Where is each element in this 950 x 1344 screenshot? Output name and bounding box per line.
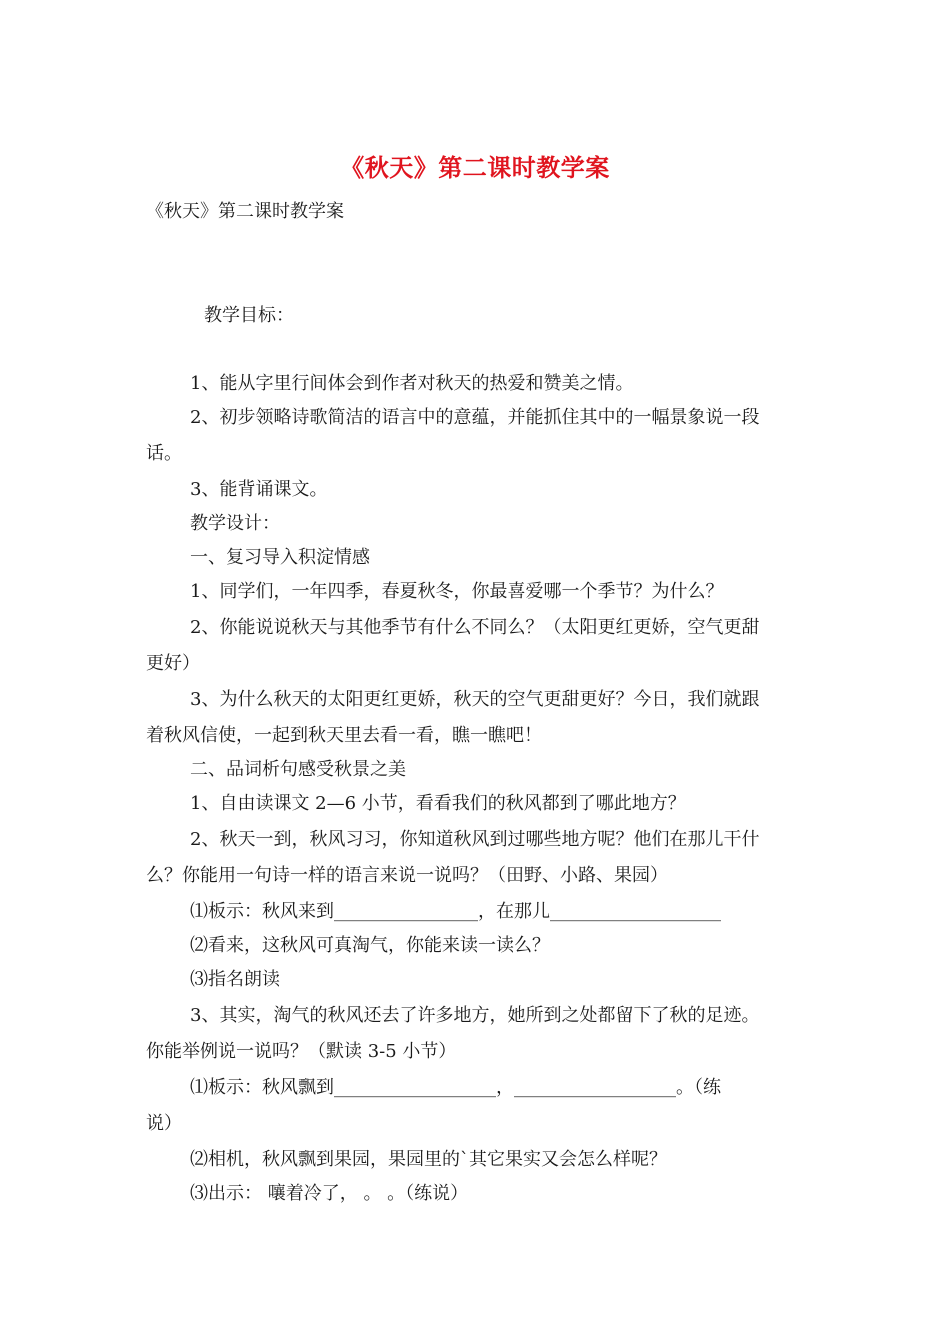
paragraph-line: ⑶出示： 嚷着冷了， 。 。（练说） [190,1183,469,1204]
paragraph-line: 3、为什么秋天的太阳更红更娇，秋天的空气更甜更好？今日，我们就跟 [190,689,760,710]
paragraph-line: 1、自由读课文 2—6 小节，看看我们的秋风都到了哪此地方？ [190,793,686,814]
paragraph-line: ⑵相机，秋风飘到果园，果园里的`其它果实又会怎么样呢？ [190,1149,667,1170]
paragraph-line: 话。 [146,443,182,464]
paragraph-line: ⑶指名朗读 [190,969,280,990]
paragraph-line: 么？你能用一句诗一样的语言来说一说吗？（田野、小路、果园） [146,865,668,886]
paragraph-line: 教学设计： [190,513,280,534]
paragraph-line: ⑵看来，这秋风可真淘气，你能来读一读么？ [190,935,550,956]
paragraph-line: 更好） [146,653,200,674]
section-heading: 二、品词析句感受秋景之美 [190,759,406,780]
paragraph-line: ⑴板示：秋风飘到__________________，__________________。（练 [190,1077,721,1098]
paragraph-line: 2、秋天一到，秋风习习，你知道秋风到过哪些地方呢？他们在那儿干什 [190,829,760,850]
document-subtitle: 《秋天》第二课时教学案 [146,201,344,222]
paragraph-line: 1、能从字里行间体会到作者对秋天的热爱和赞美之情。 [190,373,634,394]
section-heading: 一、复习导入积淀情感 [190,547,370,568]
paragraph-line: 3、能背诵课文。 [190,479,328,500]
paragraph-line: 着秋风信使，一起到秋天里去看一看，瞧一瞧吧！ [146,725,542,746]
paragraph-line: ⑴板示：秋风来到________________，在那儿___________________ [190,901,721,922]
paragraph-line: 教学目标： [204,305,294,326]
paragraph-line: 3、其实，淘气的秋风还去了许多地方，她所到之处都留下了秋的足迹。 [190,1005,760,1026]
paragraph-line: 2、初步领略诗歌简洁的语言中的意蕴，并能抓住其中的一幅景象说一段 [190,407,760,428]
paragraph-line: 2、你能说说秋天与其他季节有什么不同么？（太阳更红更娇，空气更甜 [190,617,760,638]
document-title: 《秋天》第二课时教学案 [340,153,610,182]
paragraph-line: 1、同学们，一年四季，春夏秋冬，你最喜爱哪一个季节？为什么？ [190,581,724,602]
paragraph-line: 说） [146,1113,182,1134]
paragraph-line: 你能举例说一说吗？（默读 3-5 小节） [146,1041,457,1062]
